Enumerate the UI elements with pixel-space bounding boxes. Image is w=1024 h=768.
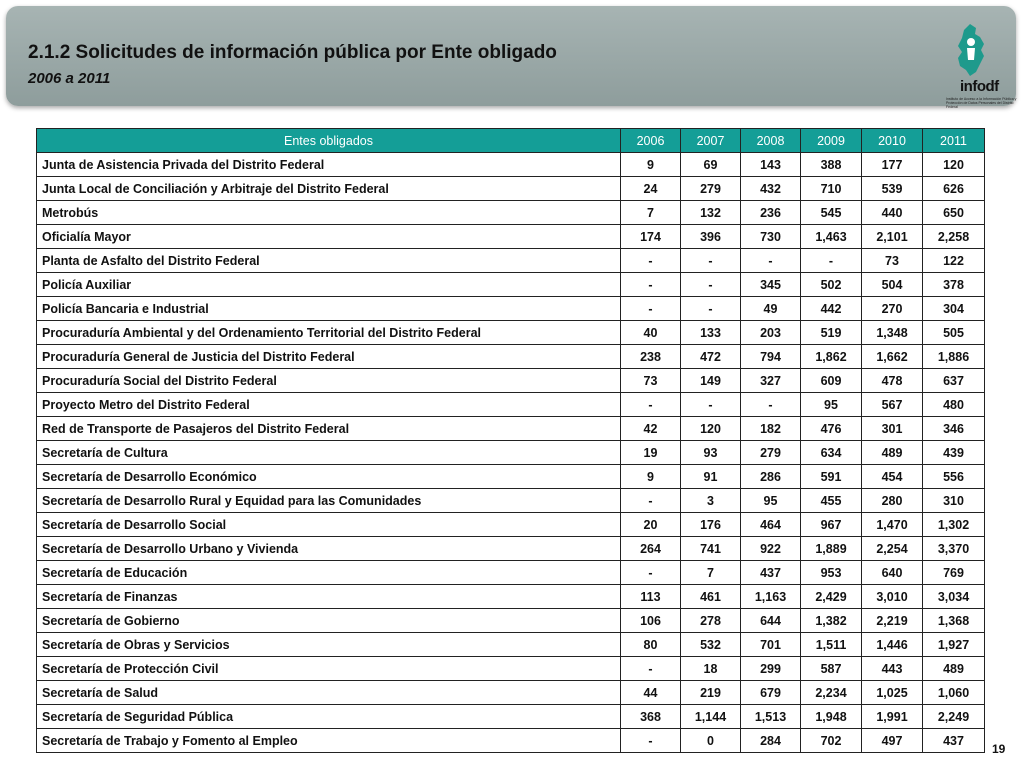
value-cell: 0 — [681, 729, 741, 753]
table-row — [37, 489, 985, 513]
value-cell: 2,101 — [862, 225, 923, 249]
table-row — [37, 465, 985, 489]
entity-name-cell: Junta Local de Conciliación y Arbitraje del Distrito Federal — [37, 177, 621, 201]
table-row — [37, 609, 985, 633]
page-subtitle: 2006 a 2011 — [28, 70, 111, 87]
entity-name-cell: Secretaría de Seguridad Pública — [37, 705, 621, 729]
value-cell: 609 — [801, 369, 862, 393]
value-cell: 637 — [923, 369, 985, 393]
value-cell: 461 — [681, 585, 741, 609]
value-cell: 279 — [741, 441, 801, 465]
value-cell: 73 — [862, 249, 923, 273]
value-cell: 345 — [741, 273, 801, 297]
value-cell: 497 — [862, 729, 923, 753]
logo-small-text: Instituto de Acceso a la Información Pública y Protección de Datos Personales del Distrito Federal — [946, 97, 1017, 109]
info-df-logo — [940, 20, 1020, 110]
value-cell: 442 — [801, 297, 862, 321]
table-row — [37, 273, 985, 297]
entity-name-cell: Secretaría de Obras y Servicios — [37, 633, 621, 657]
value-cell: 1,513 — [741, 705, 801, 729]
value-cell: 42 — [621, 417, 681, 441]
header-band — [6, 6, 1017, 109]
value-cell: - — [621, 273, 681, 297]
entity-name-cell: Proyecto Metro del Distrito Federal — [37, 393, 621, 417]
value-cell: 504 — [862, 273, 923, 297]
value-cell: 953 — [801, 561, 862, 585]
entity-name-cell: Policía Auxiliar — [37, 273, 621, 297]
value-cell: 304 — [923, 297, 985, 321]
value-cell: 280 — [862, 489, 923, 513]
entity-name-cell: Policía Bancaria e Industrial — [37, 297, 621, 321]
entity-name-cell: Secretaría de Protección Civil — [37, 657, 621, 681]
value-cell: 1,368 — [923, 609, 985, 633]
value-cell: 741 — [681, 537, 741, 561]
value-cell: 650 — [923, 201, 985, 225]
value-cell: 1,927 — [923, 633, 985, 657]
value-cell: 1,991 — [862, 705, 923, 729]
value-cell: 2,254 — [862, 537, 923, 561]
value-cell: 149 — [681, 369, 741, 393]
table-row — [37, 345, 985, 369]
value-cell: 20 — [621, 513, 681, 537]
value-cell: 120 — [923, 153, 985, 177]
value-cell: - — [801, 249, 862, 273]
value-cell: 794 — [741, 345, 801, 369]
table-row — [37, 249, 985, 273]
value-cell: 443 — [862, 657, 923, 681]
value-cell: 95 — [801, 393, 862, 417]
table-row — [37, 177, 985, 201]
value-cell: 634 — [801, 441, 862, 465]
value-cell: 236 — [741, 201, 801, 225]
value-cell: 2,249 — [923, 705, 985, 729]
entity-name-cell: Procuraduría Ambiental y del Ordenamiento Territorial del Distrito Federal — [37, 321, 621, 345]
value-cell: 640 — [862, 561, 923, 585]
value-cell: 1,889 — [801, 537, 862, 561]
value-cell: 270 — [862, 297, 923, 321]
table-row — [37, 225, 985, 249]
value-cell: 730 — [741, 225, 801, 249]
value-cell: 182 — [741, 417, 801, 441]
entity-name-cell: Planta de Asfalto del Distrito Federal — [37, 249, 621, 273]
value-cell: 174 — [621, 225, 681, 249]
value-cell: 437 — [741, 561, 801, 585]
value-cell: 69 — [681, 153, 741, 177]
value-cell: 1,511 — [801, 633, 862, 657]
value-cell: 44 — [621, 681, 681, 705]
value-cell: 437 — [923, 729, 985, 753]
value-cell: 480 — [923, 393, 985, 417]
value-cell: 1,144 — [681, 705, 741, 729]
value-cell: 432 — [741, 177, 801, 201]
value-cell: 567 — [862, 393, 923, 417]
value-cell: 93 — [681, 441, 741, 465]
value-cell: 967 — [801, 513, 862, 537]
value-cell: 1,470 — [862, 513, 923, 537]
value-cell: 532 — [681, 633, 741, 657]
value-cell: 455 — [801, 489, 862, 513]
value-cell: 489 — [862, 441, 923, 465]
value-cell: 122 — [923, 249, 985, 273]
table-row — [37, 321, 985, 345]
value-cell: 505 — [923, 321, 985, 345]
value-cell: 1,463 — [801, 225, 862, 249]
value-cell: 49 — [741, 297, 801, 321]
value-cell: - — [621, 249, 681, 273]
value-cell: - — [681, 249, 741, 273]
value-cell: 545 — [801, 201, 862, 225]
value-cell: - — [621, 297, 681, 321]
value-cell: 3,370 — [923, 537, 985, 561]
table-row — [37, 681, 985, 705]
value-cell: 1,886 — [923, 345, 985, 369]
value-cell: - — [621, 489, 681, 513]
value-cell: 1,948 — [801, 705, 862, 729]
value-cell: 3 — [681, 489, 741, 513]
value-cell: 464 — [741, 513, 801, 537]
value-cell: 286 — [741, 465, 801, 489]
column-header-year: 2008 — [741, 129, 801, 153]
value-cell: 80 — [621, 633, 681, 657]
table-row — [37, 513, 985, 537]
value-cell: 388 — [801, 153, 862, 177]
column-header-year: 2010 — [862, 129, 923, 153]
value-cell: 95 — [741, 489, 801, 513]
column-header-year: 2006 — [621, 129, 681, 153]
table-row — [37, 537, 985, 561]
value-cell: 1,382 — [801, 609, 862, 633]
table-row — [37, 441, 985, 465]
value-cell: 1,446 — [862, 633, 923, 657]
page-title: 2.1.2 Solicitudes de información pública por Ente obligado — [28, 42, 557, 63]
value-cell: 299 — [741, 657, 801, 681]
value-cell: 177 — [862, 153, 923, 177]
table-row — [37, 369, 985, 393]
value-cell: 346 — [923, 417, 985, 441]
value-cell: 284 — [741, 729, 801, 753]
value-cell: 502 — [801, 273, 862, 297]
value-cell: 19 — [621, 441, 681, 465]
value-cell: 710 — [801, 177, 862, 201]
data-table — [36, 128, 985, 753]
value-cell: - — [621, 729, 681, 753]
value-cell: 1,348 — [862, 321, 923, 345]
value-cell: 519 — [801, 321, 862, 345]
table-row — [37, 705, 985, 729]
table-row — [37, 729, 985, 753]
table-row — [37, 633, 985, 657]
value-cell: 3,034 — [923, 585, 985, 609]
value-cell: 203 — [741, 321, 801, 345]
value-cell: 1,025 — [862, 681, 923, 705]
value-cell: 1,060 — [923, 681, 985, 705]
table-row — [37, 561, 985, 585]
value-cell: 133 — [681, 321, 741, 345]
column-header-year: 2011 — [923, 129, 985, 153]
entity-name-cell: Secretaría de Salud — [37, 681, 621, 705]
column-header-year: 2007 — [681, 129, 741, 153]
entity-name-cell: Procuraduría Social del Distrito Federal — [37, 369, 621, 393]
value-cell: - — [621, 561, 681, 585]
table-row — [37, 585, 985, 609]
table-row — [37, 417, 985, 441]
value-cell: 439 — [923, 441, 985, 465]
table-header-row — [37, 129, 985, 153]
value-cell: 396 — [681, 225, 741, 249]
value-cell: 279 — [681, 177, 741, 201]
value-cell: 73 — [621, 369, 681, 393]
map-silhouette-icon — [940, 20, 1000, 80]
value-cell: 489 — [923, 657, 985, 681]
value-cell: 7 — [681, 561, 741, 585]
table-row — [37, 657, 985, 681]
column-header-year: 2009 — [801, 129, 862, 153]
value-cell: 626 — [923, 177, 985, 201]
value-cell: 3,010 — [862, 585, 923, 609]
entity-name-cell: Secretaría de Desarrollo Urbano y Vivienda — [37, 537, 621, 561]
value-cell: 176 — [681, 513, 741, 537]
value-cell: 368 — [621, 705, 681, 729]
value-cell: 587 — [801, 657, 862, 681]
value-cell: 91 — [681, 465, 741, 489]
logo-text: infodf — [960, 78, 999, 95]
value-cell: 556 — [923, 465, 985, 489]
entity-name-cell: Procuraduría General de Justicia del Distrito Federal — [37, 345, 621, 369]
value-cell: 440 — [862, 201, 923, 225]
value-cell: 591 — [801, 465, 862, 489]
value-cell: 132 — [681, 201, 741, 225]
value-cell: 679 — [741, 681, 801, 705]
table-row — [37, 297, 985, 321]
value-cell: 7 — [621, 201, 681, 225]
value-cell: 472 — [681, 345, 741, 369]
column-header-entes: Entes obligados — [37, 129, 621, 153]
value-cell: - — [621, 657, 681, 681]
value-cell: 24 — [621, 177, 681, 201]
value-cell: 378 — [923, 273, 985, 297]
value-cell: - — [681, 393, 741, 417]
entity-name-cell: Secretaría de Desarrollo Económico — [37, 465, 621, 489]
value-cell: - — [621, 393, 681, 417]
entity-name-cell: Secretaría de Educación — [37, 561, 621, 585]
value-cell: 1,302 — [923, 513, 985, 537]
value-cell: 2,219 — [862, 609, 923, 633]
value-cell: 113 — [621, 585, 681, 609]
value-cell: 143 — [741, 153, 801, 177]
value-cell: 454 — [862, 465, 923, 489]
value-cell: 1,163 — [741, 585, 801, 609]
entity-name-cell: Secretaría de Desarrollo Social — [37, 513, 621, 537]
entity-name-cell: Secretaría de Cultura — [37, 441, 621, 465]
entity-name-cell: Oficialía Mayor — [37, 225, 621, 249]
entity-name-cell: Red de Transporte de Pasajeros del Distrito Federal — [37, 417, 621, 441]
value-cell: 539 — [862, 177, 923, 201]
entity-name-cell: Secretaría de Desarrollo Rural y Equidad para las Comunidades — [37, 489, 621, 513]
value-cell: 476 — [801, 417, 862, 441]
value-cell: - — [681, 273, 741, 297]
entity-name-cell: Metrobús — [37, 201, 621, 225]
value-cell: 1,862 — [801, 345, 862, 369]
value-cell: 1,662 — [862, 345, 923, 369]
value-cell: 644 — [741, 609, 801, 633]
page-number: 19 — [992, 742, 1006, 756]
entity-name-cell: Secretaría de Gobierno — [37, 609, 621, 633]
table-body — [37, 153, 985, 753]
value-cell: 9 — [621, 465, 681, 489]
table-row — [37, 153, 985, 177]
entity-name-cell: Junta de Asistencia Privada del Distrito Federal — [37, 153, 621, 177]
value-cell: 264 — [621, 537, 681, 561]
value-cell: 106 — [621, 609, 681, 633]
value-cell: 40 — [621, 321, 681, 345]
table-row — [37, 393, 985, 417]
table-row — [37, 201, 985, 225]
value-cell: 327 — [741, 369, 801, 393]
value-cell: - — [741, 249, 801, 273]
value-cell: 922 — [741, 537, 801, 561]
value-cell: 9 — [621, 153, 681, 177]
value-cell: 2,429 — [801, 585, 862, 609]
value-cell: 301 — [862, 417, 923, 441]
value-cell: 701 — [741, 633, 801, 657]
value-cell: 702 — [801, 729, 862, 753]
value-cell: 478 — [862, 369, 923, 393]
value-cell: 769 — [923, 561, 985, 585]
value-cell: - — [741, 393, 801, 417]
value-cell: 238 — [621, 345, 681, 369]
value-cell: 278 — [681, 609, 741, 633]
value-cell: 120 — [681, 417, 741, 441]
value-cell: - — [681, 297, 741, 321]
entity-name-cell: Secretaría de Trabajo y Fomento al Empleo — [37, 729, 621, 753]
entity-name-cell: Secretaría de Finanzas — [37, 585, 621, 609]
value-cell: 219 — [681, 681, 741, 705]
value-cell: 2,258 — [923, 225, 985, 249]
value-cell: 310 — [923, 489, 985, 513]
value-cell: 2,234 — [801, 681, 862, 705]
value-cell: 18 — [681, 657, 741, 681]
